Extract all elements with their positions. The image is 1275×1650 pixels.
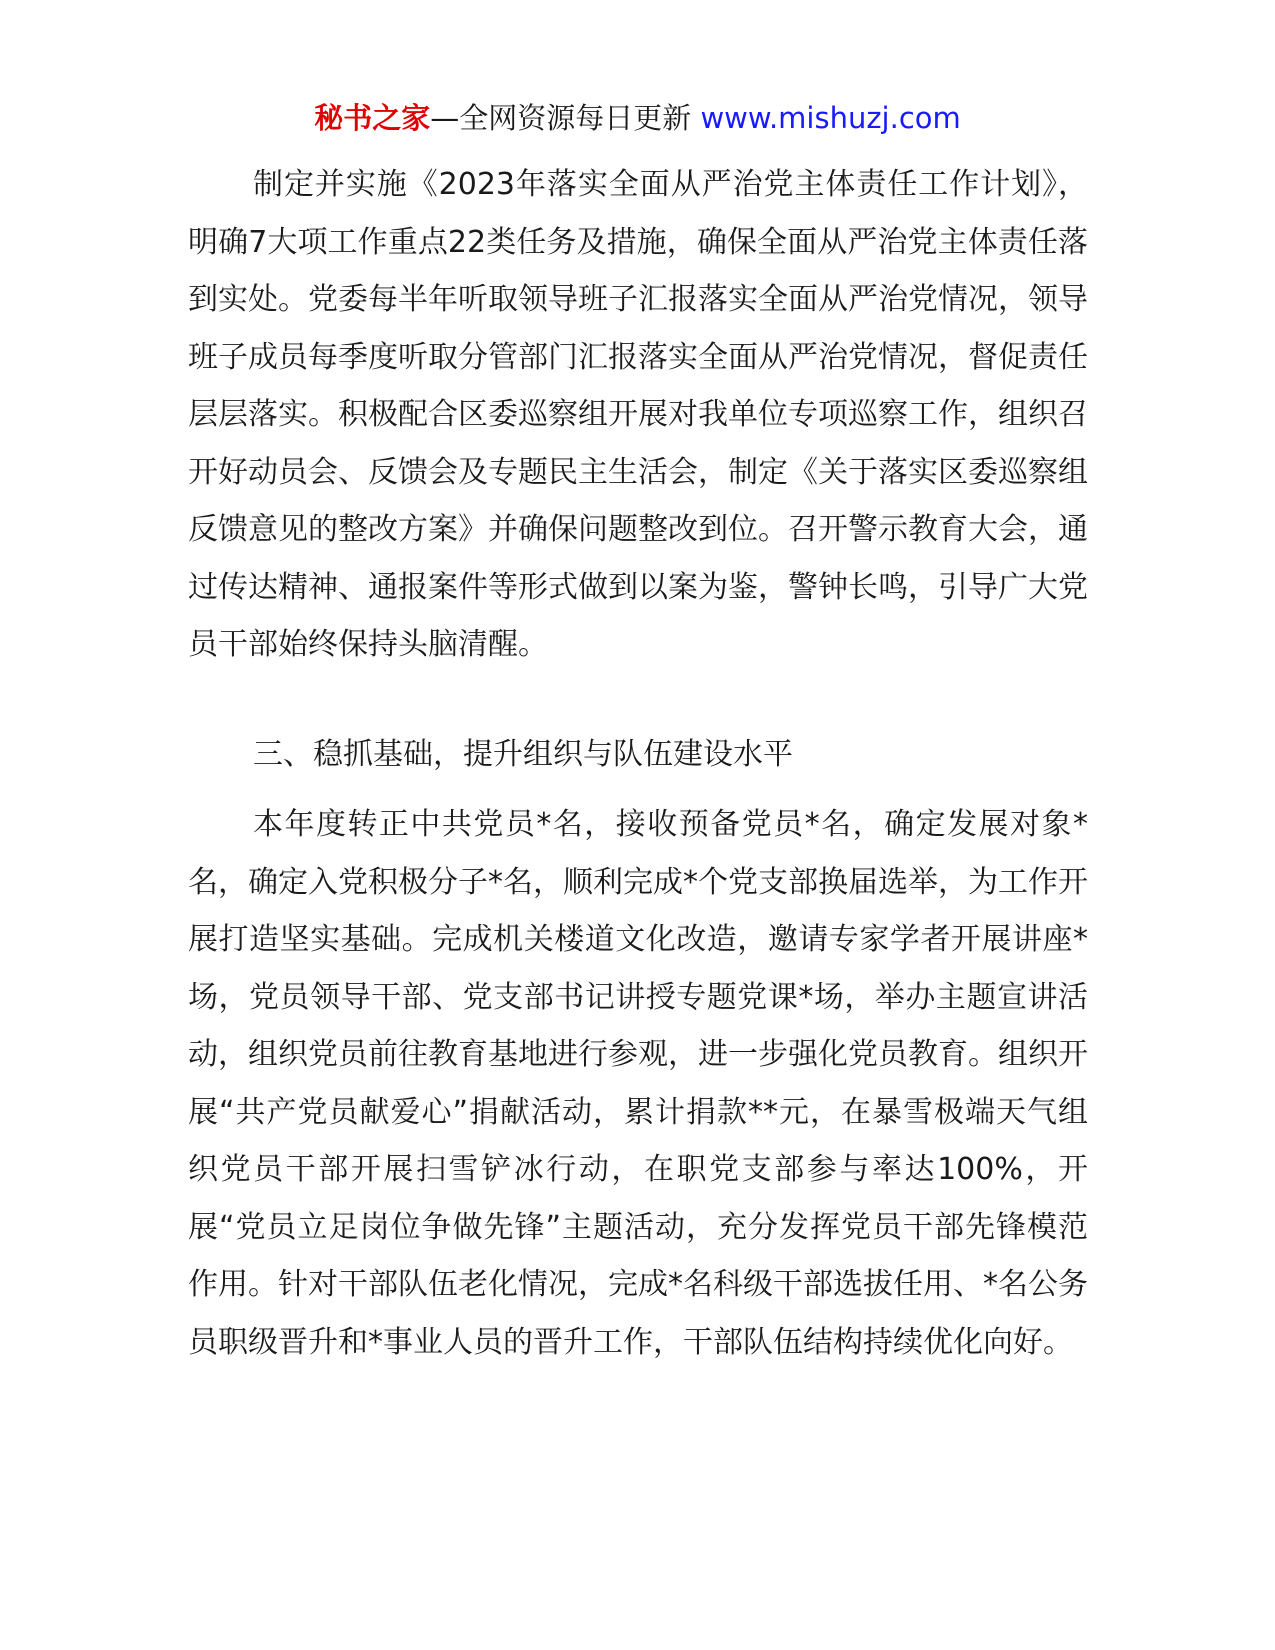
section-heading: 三、稳抓基础，提升组织与队伍建设水平 (253, 737, 793, 772)
brand-name: 秘书之家 (314, 101, 431, 135)
site-url-link[interactable]: www.mishuzj.com (700, 101, 961, 135)
page-header (0, 98, 1275, 138)
body-paragraph: 本年度转正中共党员*名，接收预备党员*名，确定发展对象*名，确定入党积极分子*名，顺利完成*个党支部换届选举，为工作开展打造坚实基础。完成机关楼道文化改造，邀请专家学者开展讲座*场，党员领导干部、党支部书记讲授专题党课*场，举办主题宣讲活动，组织党员前往教育基地进行参观，进一步强化党员教育。组织开展“共产党员献爱心”捐献活动，累计捐款**元，在暴雪极端天气组织党员干部开展扫雪铲冰行动，在职党支部参与率达100%，开展“党员立足岗位争做先锋”主题活动，充分发挥党员干部先锋模范作用。针对干部队伍老化情况，完成*名科级干部选拔任用、*名公务员职级晋升和*事业人员的晋升工作，干部队伍结构持续优化向好。 (188, 807, 1088, 1360)
body-paragraph: 制定并实施《2023年落实全面从严治党主体责任工作计划》，明确7大项工作重点22类任务及措施，确保全面从严治党主体责任落到实处。党委每半年听取领导班子汇报落实全面从严治党情况，领导班子成员每季度听取分管部门汇报落实全面从严治党情况，督促责任层层落实。积极配合区委巡察组开展对我单位专项巡察工作，组织召开好动员会、反馈会及专题民主生活会，制定《关于落实区委巡察组反馈意见的整改方案》并确保问题整改到位。召开警示教育大会，通过传达精神、通报案件等形式做到以案为鉴，警钟长鸣，引导广大党员干部始终保持头脑清醒。 (188, 167, 1088, 662)
header-tagline: —全网资源每日更新 (430, 101, 701, 135)
